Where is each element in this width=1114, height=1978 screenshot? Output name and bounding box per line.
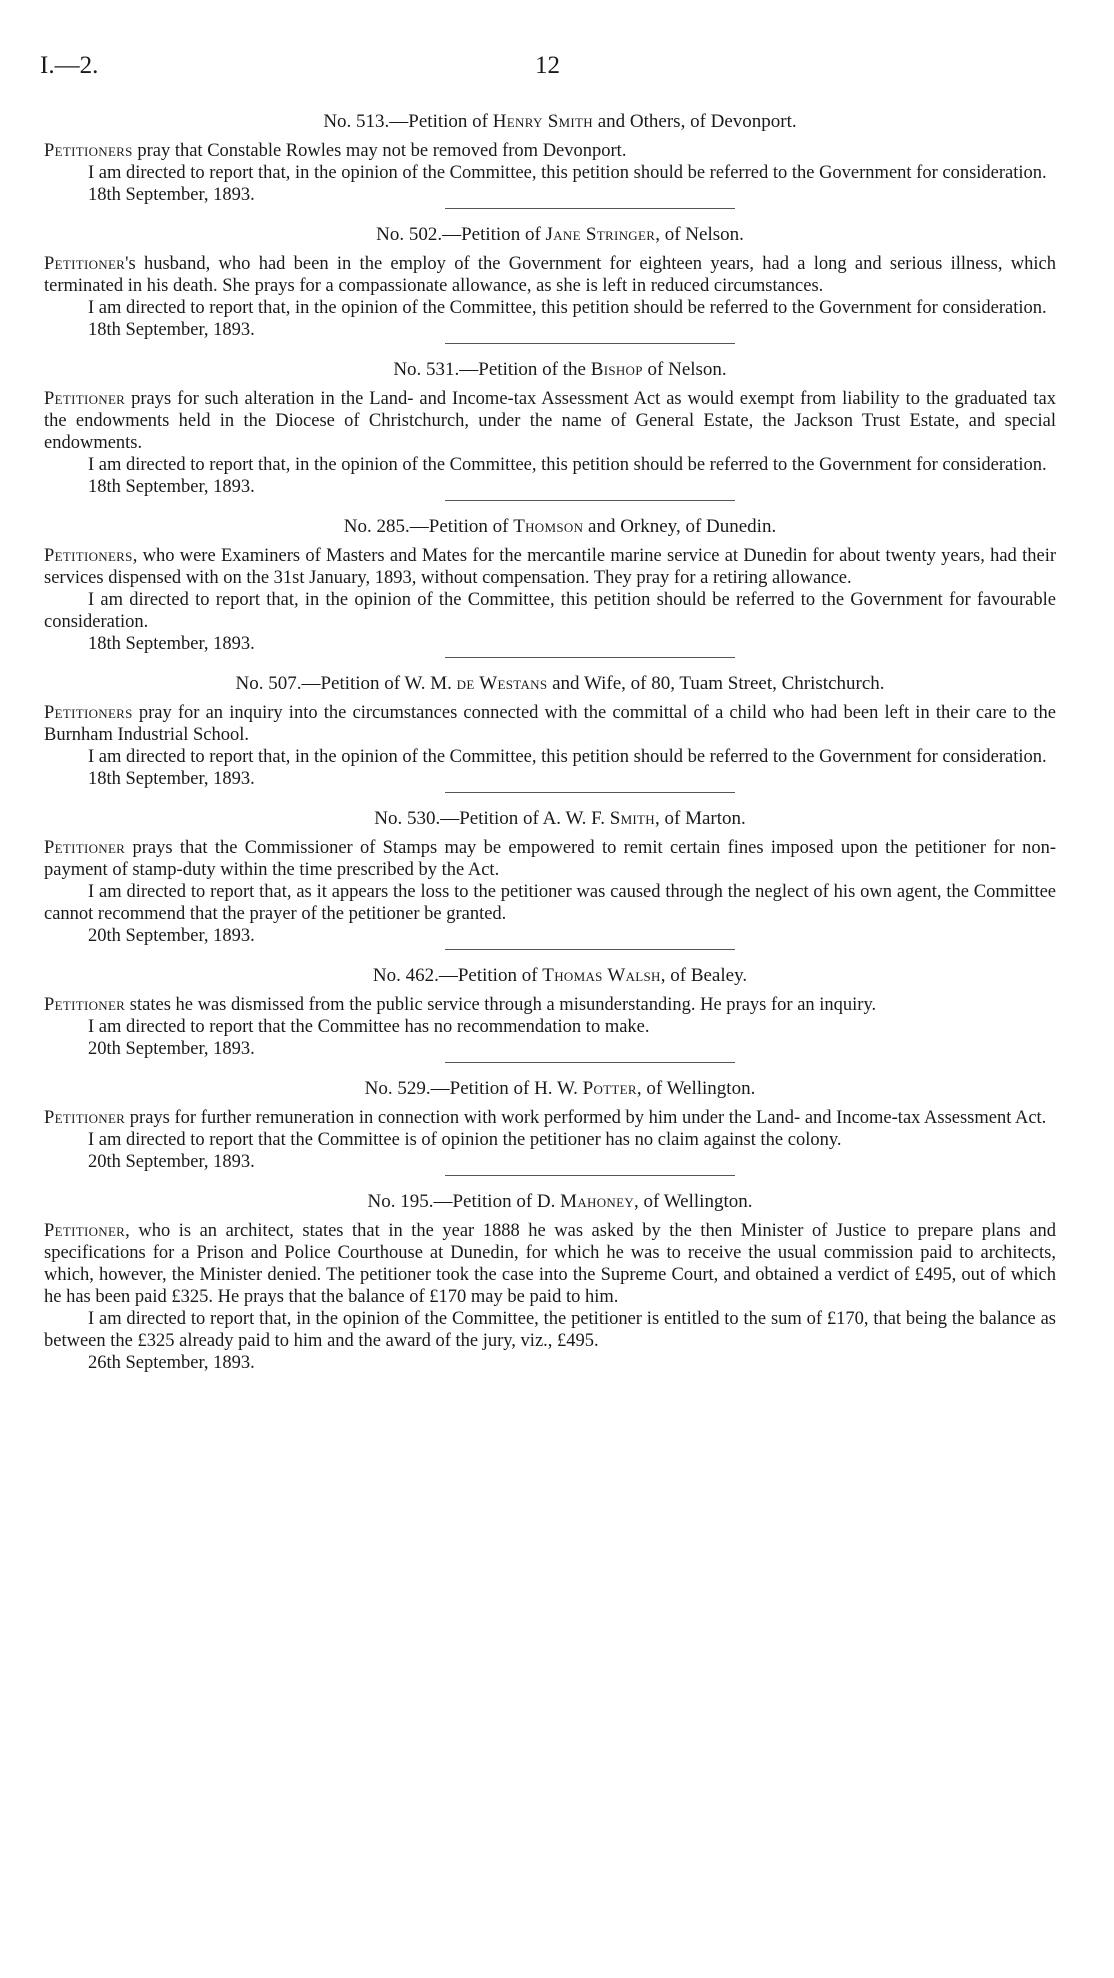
petition-summary <box>44 388 1056 454</box>
petition-number: No. 195.—Petition of D. <box>367 1191 561 1212</box>
petitioner-label: Petitioners <box>44 546 133 566</box>
committee-report: I am directed to report that, in the opinion of the Committee, this petition should be referred to the Government for consideration. <box>88 455 1047 475</box>
report-date: 20th September, 1893. <box>88 1039 255 1059</box>
section-divider <box>445 500 735 501</box>
summary-text: prays that the Commissioner of Stamps may be empowered to remit certain fines imposed upon the petitioner for non-payment of stamp-duty within the time prescribed by the Act. <box>44 838 1056 880</box>
petition-entry <box>44 515 1056 658</box>
petitioner-name: de Westans <box>456 673 548 694</box>
committee-report: I am directed to report that the Committee has no recommendation to make. <box>88 1017 650 1037</box>
report-date: 18th September, 1893. <box>88 185 255 205</box>
petitioner-location: , of Wellington. <box>634 1191 753 1212</box>
report-date: 18th September, 1893. <box>88 477 255 497</box>
petitioner-location: , of Bealey. <box>660 965 748 986</box>
report-date: 18th September, 1893. <box>88 769 255 789</box>
petitioner-label: Petitioner <box>44 1221 126 1241</box>
petition-heading <box>44 807 1056 831</box>
committee-report: I am directed to report that, in the opinion of the Committee, this petition should be referred to the Government for consideration. <box>88 163 1047 183</box>
petition-summary <box>44 994 1056 1016</box>
petition-heading <box>44 223 1056 247</box>
report-date: 20th September, 1893. <box>88 1152 255 1172</box>
section-divider <box>445 657 735 658</box>
petition-summary <box>44 545 1056 589</box>
petition-summary <box>44 253 1056 297</box>
summary-text: , who were Examiners of Masters and Mates for the mercantile marine service at Dunedin for about twenty years, had their services dispensed with on the 31st January, 1893, without compensation. They pray for a retiring allowance. <box>44 546 1056 588</box>
petitioner-location: , of Wellington. <box>636 1078 756 1099</box>
petition-summary <box>44 1107 1056 1129</box>
petition-heading <box>44 672 1056 696</box>
section-divider <box>445 1175 735 1176</box>
petition-summary <box>44 837 1056 881</box>
petitioner-location: and Others, of Devonport. <box>592 111 797 132</box>
petition-number: No. 462.—Petition of <box>372 965 543 986</box>
summary-text: pray for an inquiry into the circumstances connected with the committal of a child who had been left in their care to the Burnham Industrial School. <box>44 703 1056 745</box>
report-date: 18th September, 1893. <box>88 634 255 654</box>
petitioner-label: Petitioner <box>44 389 126 409</box>
petition-number: No. 507.—Petition of W. M. <box>235 673 457 694</box>
section-divider <box>445 343 735 344</box>
petition-number: No. 285.—Petition of <box>343 516 514 537</box>
report-date: 20th September, 1893. <box>88 926 255 946</box>
section-divider <box>445 949 735 950</box>
section-divider <box>445 1062 735 1063</box>
petitioner-location: , of Nelson. <box>655 224 744 245</box>
petitioner-name: Jane Stringer <box>545 224 656 245</box>
petitioner-label: Petitioner <box>44 1108 126 1128</box>
petition-heading <box>44 110 1056 134</box>
petition-entry <box>44 110 1056 209</box>
petitioner-location: and Orkney, of Dunedin. <box>583 516 777 537</box>
committee-report: I am directed to report that, as it appears the loss to the petitioner was caused through the neglect of his own agent, the Committee cannot recommend that the prayer of the petitioner be granted. <box>44 882 1056 924</box>
petitioner-name: Thomas Walsh <box>542 965 661 986</box>
petitioner-name: Thomson <box>513 516 584 537</box>
petitioner-name: Potter <box>582 1078 637 1099</box>
committee-report: I am directed to report that, in the opinion of the Committee, the petitioner is entitled to the sum of £170, that being the balance as between the £325 already paid to him and the award of the jury, viz., £495. <box>44 1309 1056 1351</box>
petitioner-label: Petitioner <box>44 995 126 1015</box>
page-number: 12 <box>535 52 560 79</box>
petition-heading <box>44 1190 1056 1214</box>
summary-text: , who is an architect, states that in the year 1888 he was asked by the then Minister of Justice to prepare plans and specifications for a Prison and Police Courthouse at Dunedin, for which he was to receive the usual commission paid to architects, which, however, the Minister denied. The petitioner took the case into the Supreme Court, and obtained a verdict of £495, out of which he has been paid £325. He prays that the balance of £170 may be paid to him. <box>44 1221 1056 1307</box>
petition-entry <box>44 1190 1056 1374</box>
petitioner-label: Petitioner <box>44 254 126 274</box>
summary-text: states he was dismissed from the public service through a misunderstanding. He prays for an inquiry. <box>125 995 877 1015</box>
petition-heading <box>44 358 1056 382</box>
committee-report: I am directed to report that the Committee is of opinion the petitioner has no claim against the colony. <box>88 1130 842 1150</box>
committee-report: I am directed to report that, in the opinion of the Committee, this petition should be referred to the Government for consideration. <box>88 747 1047 767</box>
petition-list <box>44 110 1056 1380</box>
petition-number: No. 513.—Petition of <box>323 111 493 132</box>
petitioner-label: Petitioners <box>44 703 133 723</box>
section-divider <box>445 208 735 209</box>
committee-report: I am directed to report that, in the opinion of the Committee, this petition should be referred to the Government for consideration. <box>88 298 1047 318</box>
petition-summary <box>44 702 1056 746</box>
summary-text: 's husband, who had been in the employ of the Government for eighteen years, had a long and serious illness, which terminated in his death. She prays for a compassionate allowance, as she is left in reduced circumstances. <box>44 254 1056 296</box>
petition-heading <box>44 515 1056 539</box>
petition-entry <box>44 964 1056 1063</box>
committee-report: I am directed to report that, in the opinion of the Committee, this petition should be referred to the Government for favourable consideration. <box>44 590 1056 632</box>
petition-entry <box>44 807 1056 950</box>
report-date: 18th September, 1893. <box>88 320 255 340</box>
petitioner-name: Smith <box>609 808 655 829</box>
petitioner-name: Mahoney <box>560 1191 635 1212</box>
petitioner-label: Petitioner <box>44 838 126 858</box>
petition-summary <box>44 1220 1056 1308</box>
summary-text: prays for such alteration in the Land- and Income-tax Assessment Act as would exempt from liability to the graduated tax the endowments held in the Diocese of Christchurch, under the name of General Estate, the Jackson Trust Estate, and special endowments. <box>44 389 1056 453</box>
summary-text: pray that Constable Rowles may not be removed from Devonport. <box>132 141 627 161</box>
petitioner-name: Bishop <box>590 359 643 380</box>
petition-entry <box>44 223 1056 344</box>
section-divider <box>445 792 735 793</box>
petitioner-name: Henry Smith <box>492 111 593 132</box>
petition-summary <box>44 140 1056 162</box>
summary-text: prays for further remuneration in connection with work performed by him under the Land- and Income-tax Assessment Act. <box>125 1108 1047 1128</box>
petitioner-label: Petitioners <box>44 141 133 161</box>
petition-entry <box>44 672 1056 793</box>
petitioner-location: and Wife, of 80, Tuam Street, Christchurch. <box>547 673 885 694</box>
report-date: 26th September, 1893. <box>88 1353 255 1373</box>
petition-entry <box>44 1077 1056 1176</box>
document-reference: I.—2. <box>40 52 99 79</box>
petition-heading <box>44 964 1056 988</box>
petition-number: No. 530.—Petition of A. W. F. <box>374 808 610 829</box>
petition-heading <box>44 1077 1056 1101</box>
petitioner-location: of Nelson. <box>642 359 727 380</box>
petition-number: No. 529.—Petition of H. W. <box>364 1078 583 1099</box>
petitioner-location: , of Marton. <box>655 808 746 829</box>
petition-number: No. 531.—Petition of the <box>393 359 591 380</box>
petition-entry <box>44 358 1056 501</box>
page-header <box>40 52 1060 86</box>
petition-number: No. 502.—Petition of <box>376 224 546 245</box>
